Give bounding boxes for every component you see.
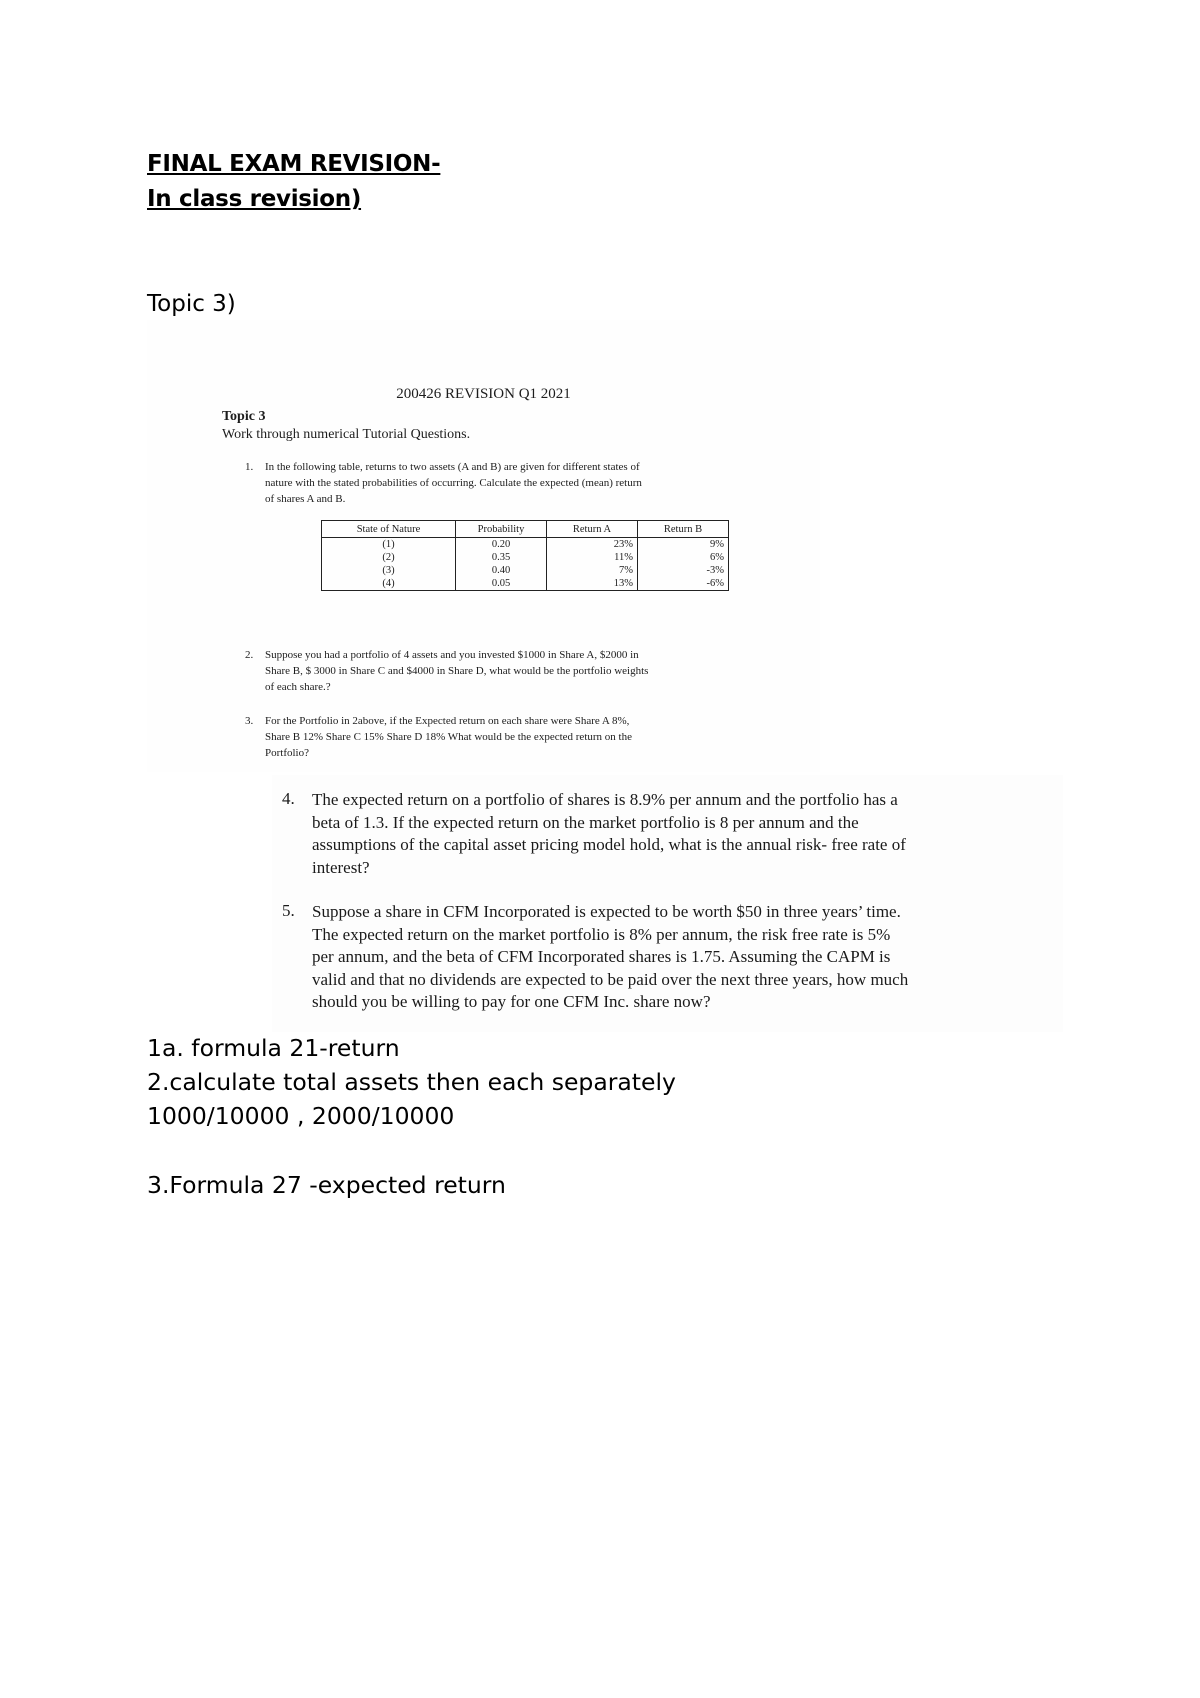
note-line: 1000/10000 , 2000/10000 [147,1102,455,1130]
scan-intro: Work through numerical Tutorial Questions. [222,427,471,442]
question-number: 4. [282,789,295,808]
column-header: Probability [456,521,547,538]
question-2-line: Suppose you had a portfolio of 4 assets and you invested $1000 in Share A, $2000 in [265,649,639,661]
table-cell: -3% [638,564,729,577]
column-header: Return B [638,521,729,538]
document-title: FINAL EXAM REVISION- [147,151,441,177]
note-line: 1a. formula 21-return [147,1034,400,1062]
table-cell: (3) [322,564,456,577]
question-2-line: of each share.? [265,681,331,693]
question-3-line: Share B 12% Share C 15% Share D 18% What would be the expected return on the [265,731,632,743]
capm-questions-image [272,775,1063,1032]
question-1-line: In the following table, returns to two assets (A and B) are given for different states of [265,461,640,473]
question-1-line: of shares A and B. [265,493,346,505]
table-cell: 11% [547,551,638,564]
question-5-line: Suppose a share in CFM Incorporated is expected to be worth $50 in three years’ time. [312,902,901,921]
table-cell: 7% [547,564,638,577]
scan-topic: Topic 3 [222,409,266,424]
table-cell: 6% [638,551,729,564]
revision-questions-image [147,320,820,772]
table-cell: (1) [322,538,456,552]
question-5-line: The expected return on the market portfolio is 8% per annum, the risk free rate is 5% [312,924,891,944]
table-cell: 13% [547,577,638,591]
table-cell: (4) [322,577,456,591]
question-5-line: per annum, and the beta of CFM Incorporated shares is 1.75. Assuming the CAPM is [312,947,891,966]
table-cell: -6% [638,577,729,591]
question-3-line: For the Portfolio in 2above, if the Expected return on each share were Share A 8%, [265,715,630,727]
state-of-nature-table [321,520,729,591]
table-cell: 23% [547,538,638,552]
table-cell: 0.05 [456,577,547,591]
note-line: 2.calculate total assets then each separately [147,1068,676,1096]
table-cell: 0.20 [456,538,547,552]
question-1-line: nature with the stated probabilities of occurring. Calculate the expected (mean) return [265,477,642,489]
table-row [322,551,729,564]
question-number: 1. [245,461,254,473]
question-number: 2. [245,649,254,661]
question-4-line: assumptions of the capital asset pricing model hold, what is the annual risk- free rate of [312,835,906,854]
table-row [322,538,729,552]
topic-label: Topic 3) [147,291,236,317]
document-subtitle: In class revision) [147,186,362,212]
table-cell: 0.40 [456,564,547,577]
table-header-row [322,521,729,538]
question-number: 3. [245,715,254,727]
table-row [322,577,729,591]
question-5-line: valid and that no dividends are expected to be paid over the next three years, how much [312,969,909,989]
table-cell: 0.35 [456,551,547,564]
question-4-line: beta of 1.3. If the expected return on the market portfolio is 8 per annum and the [312,812,859,832]
question-4-line: The expected return on a portfolio of shares is 8.9% per annum and the portfolio has a [312,790,898,809]
column-header: Return A [547,521,638,538]
table-row [322,564,729,577]
question-5-line: should you be willing to pay for one CFM Inc. share now? [312,992,711,1011]
question-4-line: interest? [312,857,370,877]
table-cell: (2) [322,551,456,564]
question-number: 5. [282,901,295,920]
scan-title: 200426 REVISION Q1 2021 [396,386,571,402]
question-3-line: Portfolio? [265,747,309,759]
note-line: 3.Formula 27 -expected return [147,1171,506,1199]
question-2-line: Share B, $ 3000 in Share C and $4000 in Share D, what would be the portfolio weights [265,665,649,677]
table-cell: 9% [638,538,729,552]
column-header: State of Nature [322,521,456,538]
